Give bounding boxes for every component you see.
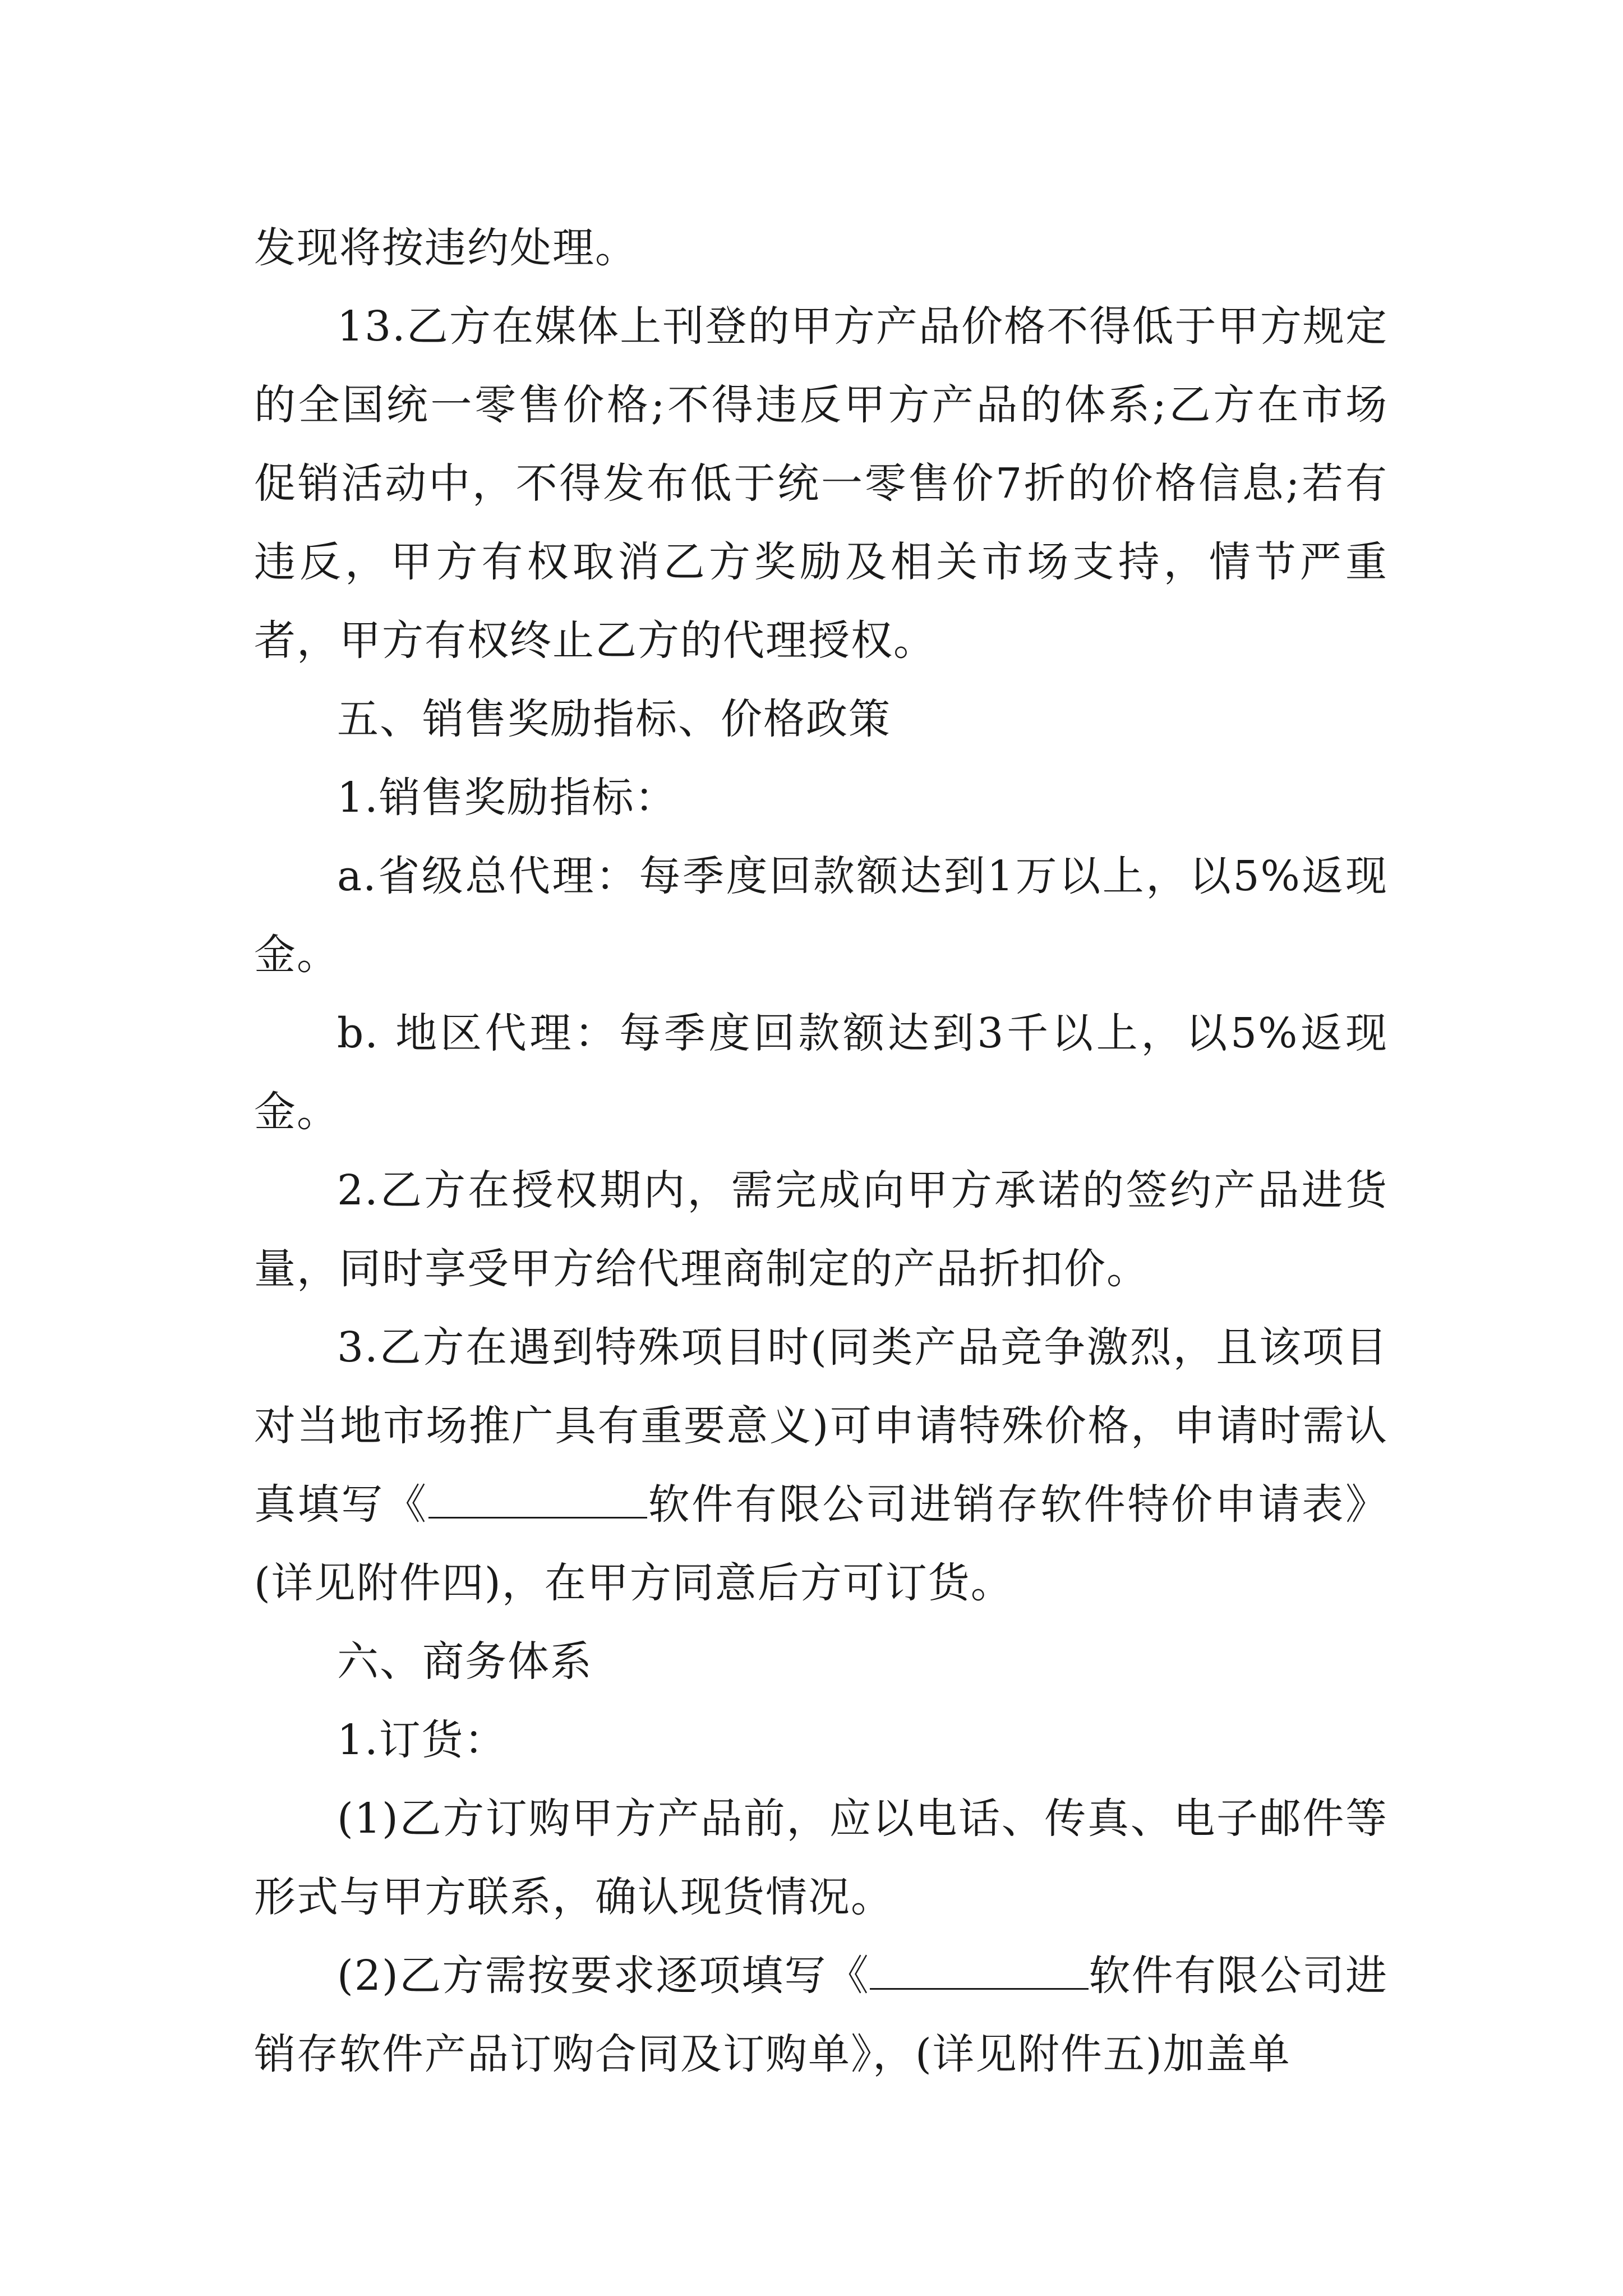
special-price-text-b: 软件有限公司进销存软件特价申请表》(详见附件四)，在甲方同意后方可订货。: [254, 1480, 1389, 1607]
fill-blank-company-2: [870, 1954, 1089, 1990]
item-special-price: [254, 1308, 1388, 1622]
item-regional-agent: b. 地区代理：每季度回款额达到3千以上，以5%返现金。: [254, 1009, 1388, 1136]
item-sales-reward: 1.销售奖励指标：: [337, 774, 677, 822]
clause-13: 13.乙方在媒体上刊登的甲方产品价格不得低于甲方规定的全国统一零售价格;不得违反甲方产品的体系;乙方在市场促销活动中，不得发布低于统一零售价7折的价格信息;若有违反，甲方有权取消乙方奖励及相关市场支持，情节严重者，甲方有权终止乙方的代理授权。: [254, 302, 1388, 665]
special-price-text-a: 3.乙方在遇到特殊项目时(同类产品竞争激烈，且该项目对当地市场推广具有重要意义)可申请特殊价格，申请时需认真填写《: [254, 1323, 1388, 1529]
item-provincial-agent: a.省级总代理：每季度回款额达到1万以上，以5%返现金。: [254, 852, 1388, 979]
item-ordering: 1.订货：: [337, 1716, 507, 1764]
item-order-contact: (1)乙方订购甲方产品前，应以电话、传真、电子邮件等形式与甲方联系，确认现货情况。: [254, 1795, 1388, 1921]
section-heading-5: 五、销售奖励指标、价格政策: [337, 695, 891, 743]
paragraph-continuation: 发现将按违约处理。: [254, 224, 638, 272]
order-form-text-a: (2)乙方需按要求逐项填写《: [337, 1952, 870, 2000]
order-form-text-b: 软件有限公司进销存软件产品订购合同及订购单》，(详见附件五)加盖单: [254, 1952, 1388, 2078]
section-heading-6: 六、商务体系: [337, 1637, 593, 1686]
document-page: [254, 209, 1388, 2093]
fill-blank-company: [428, 1483, 647, 1519]
item-order-form: [254, 1936, 1388, 2093]
item-purchase-volume: 2.乙方在授权期内，需完成向甲方承诺的签约产品进货量，同时享受甲方给代理商制定的产品折扣价。: [254, 1166, 1388, 1293]
